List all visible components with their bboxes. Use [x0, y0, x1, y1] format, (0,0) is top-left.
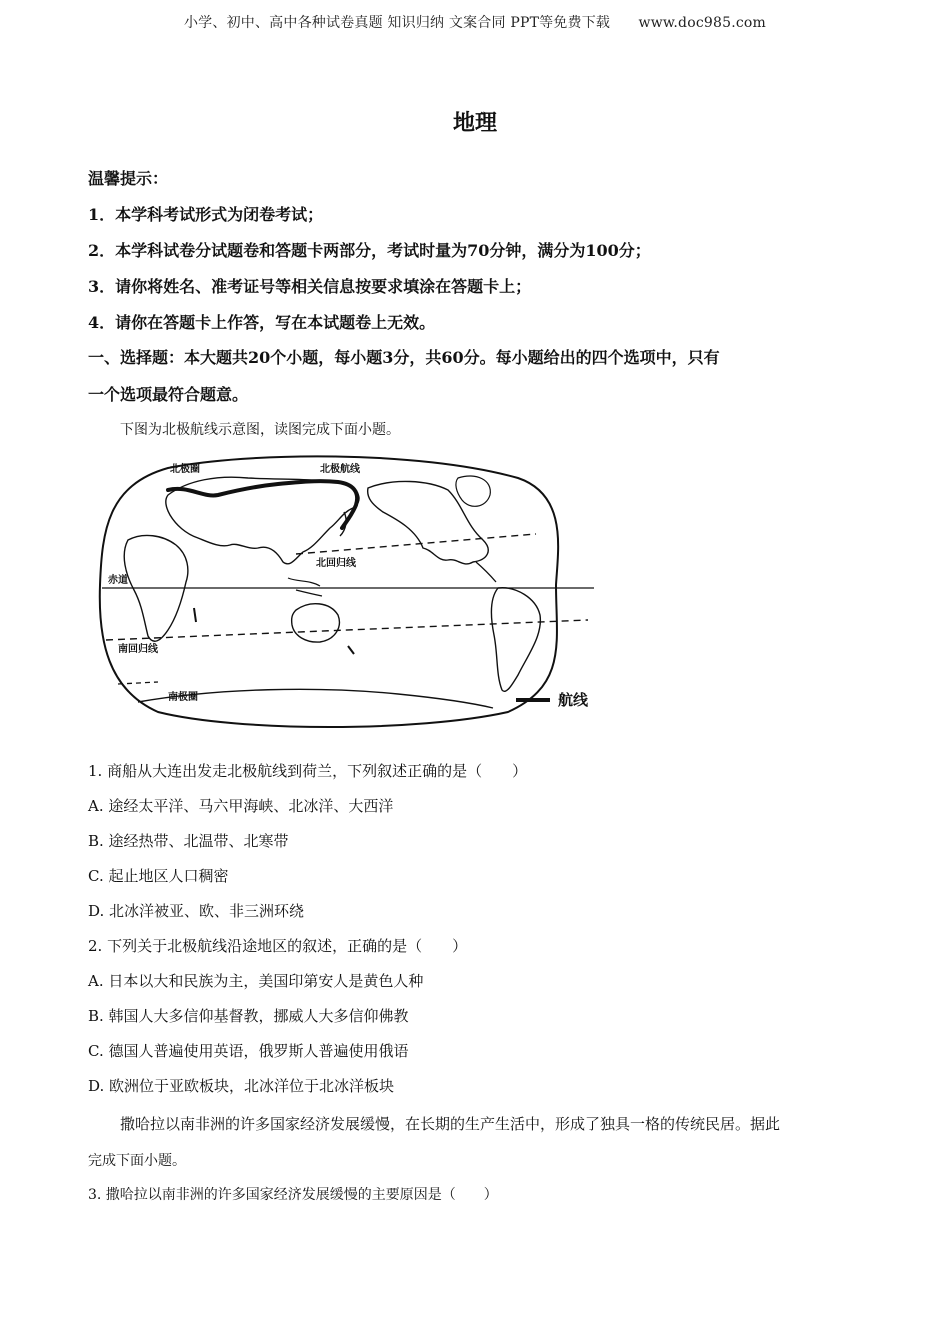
passage-intro-line1: 撒哈拉以南非洲的许多国家经济发展缓慢，在长期的生产生活中，形成了独具一格的传统民居。据此 — [120, 1115, 781, 1133]
map-intro: 下图为北极航线示意图，读图完成下面小题。 — [120, 422, 400, 438]
notice-item-4: 4．请你在答题卡上作答，写在本试题卷上无效。 — [88, 313, 436, 332]
question-2-stem: 2. 下列关于北极航线沿途地区的叙述，正确的是（ ） — [88, 937, 468, 955]
section-heading-line2: 一个选项最符合题意。 — [88, 385, 249, 404]
new-zealand-landmass — [348, 646, 354, 654]
world-map-figure — [98, 450, 618, 730]
question-1-option-a: A. 途经太平洋、马六甲海峡、北冰洋、大西洋 — [88, 797, 394, 815]
arctic-route-map — [98, 450, 618, 730]
arctic-route-line — [168, 481, 357, 528]
north-america-landmass — [368, 481, 489, 564]
page-title: 地理 — [452, 110, 497, 136]
southeast-asia-islands — [288, 578, 322, 596]
label-tropic-capricorn: 南回归线 — [118, 644, 158, 655]
question-2-option-b: B. 韩国人大多信仰基督教，挪威人大多信仰佛教 — [88, 1007, 409, 1025]
greenland-landmass — [456, 476, 490, 506]
notice-item-1: 1．本学科考试形式为闭卷考试； — [88, 205, 324, 224]
passage-intro-line2: 完成下面小题。 — [88, 1153, 186, 1169]
antarctic-circle-line — [118, 682, 158, 684]
australia-landmass — [292, 604, 340, 642]
central-america-landmass — [476, 562, 496, 582]
tropic-of-capricorn-line — [106, 620, 588, 640]
madagascar-landmass — [194, 608, 196, 622]
label-equator: 赤道 — [108, 575, 128, 586]
question-1-stem: 1. 商船从大连出发走北极航线到荷兰，下列叙述正确的是（ ） — [88, 762, 528, 780]
label-tropic-cancer: 北回归线 — [316, 558, 356, 569]
question-1-option-b: B. 途经热带、北温带、北寒带 — [88, 832, 289, 850]
question-1-option-d: D. 北冰洋被亚、欧、非三洲环绕 — [88, 902, 305, 920]
header-banner: 小学、初中、高中各种试卷真题 知识归纳 文案合同 PPT等免费下载 www.doc985.com — [183, 15, 766, 31]
south-america-landmass — [491, 588, 540, 692]
notice-item-2: 2．本学科试卷分试题卷和答题卡两部分，考试时量为70分钟，满分为100分； — [88, 241, 651, 260]
label-arctic-circle: 北极圈 — [170, 464, 200, 475]
question-2-option-d: D. 欧洲位于亚欧板块，北冰洋位于北冰洋板块 — [88, 1077, 395, 1095]
question-2-option-a: A. 日本以大和民族为主，美国印第安人是黄色人种 — [88, 972, 424, 990]
section-heading-line1: 一、选择题：本大题共20个小题，每小题3分，共60分。每小题给出的四个选项中，只有 — [88, 348, 720, 367]
notice-heading: 温馨提示： — [88, 169, 169, 188]
label-arctic-route: 北极航线 — [320, 464, 360, 475]
question-2-option-c: C. 德国人普遍使用英语，俄罗斯人普遍使用俄语 — [88, 1042, 409, 1060]
label-antarctic-circle: 南极圈 — [168, 692, 198, 703]
question-3-stem: 3. 撒哈拉以南非洲的许多国家经济发展缓慢的主要原因是（ ） — [88, 1187, 498, 1203]
legend-route-label: 航线 — [558, 691, 589, 709]
notice-item-3: 3．请你将姓名、准考证号等相关信息按要求填涂在答题卡上； — [88, 277, 532, 296]
question-1-option-c: C. 起止地区人口稠密 — [88, 867, 229, 885]
